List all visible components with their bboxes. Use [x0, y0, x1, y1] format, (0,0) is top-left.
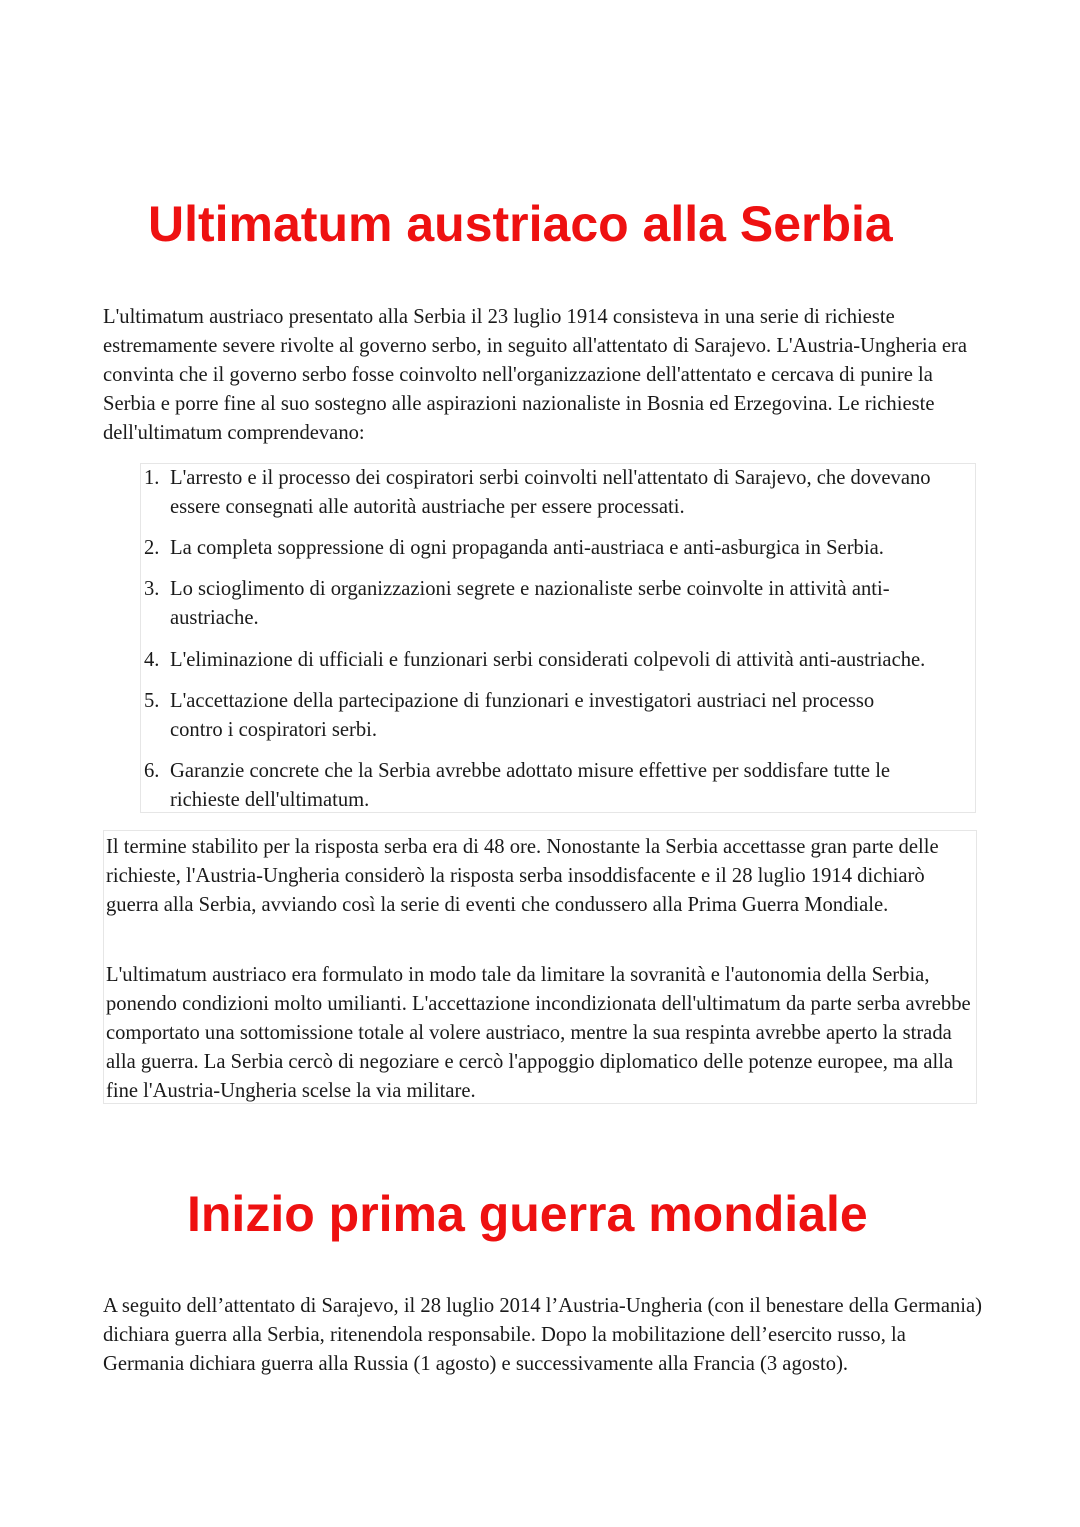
- list-item: [141, 575, 977, 633]
- list-item-number: 4.: [144, 649, 160, 671]
- list-item-text: L'accettazione della partecipazione di funzionari e investigatori austriaci nel processo contro i cospiratori serbi.: [170, 690, 875, 741]
- list-item-text: Lo scioglimento di organizzazioni segrete e nazionaliste serbe coinvolte in attività anti-austriache.: [170, 578, 890, 629]
- list-item-number: 2.: [144, 537, 160, 559]
- list-item-number: 1.: [144, 467, 160, 489]
- list-item-text: La completa soppressione di ogni propaganda anti-austriaca e anti-asburgica in Serbia.: [170, 537, 884, 559]
- demands-list-box: [140, 463, 976, 813]
- aftermath-paragraph-1: Il termine stabilito per la risposta serba era di 48 ore. Nonostante la Serbia accettasse gran parte delle richieste, l'Austria-Ungheria considerò la risposta serba insoddisfacente e il 28 luglio 1914 dichiarò guerra alla Serbia, avviando così la serie di eventi che condussero alla Prima Guerra Mondiale.: [106, 836, 939, 916]
- list-item: [141, 687, 977, 745]
- list-item-text: L'eliminazione di ufficiali e funzionari serbi considerati colpevoli di attività anti-austriache.: [170, 649, 926, 671]
- list-item: [141, 464, 977, 522]
- list-item-number: 3.: [144, 578, 160, 600]
- war-start-paragraph: A seguito dell’attentato di Sarajevo, il 28 luglio 2014 l’Austria-Ungheria (con il benestare della Germania) dichiara guerra alla Serbia, ritenendola responsabile. Dopo la mobilitazione dell’esercito russo, la Germania dichiara guerra alla Russia (1 agosto) e successivamente alla Francia (3 agosto).: [103, 1295, 982, 1375]
- section-title-ultimatum: Ultimatum austriaco alla Serbia: [148, 196, 893, 252]
- list-item-text: L'arresto e il processo dei cospiratori serbi coinvolti nell'attentato di Sarajevo, che dovevano essere consegnati alle autorità austriache per essere processati.: [170, 467, 931, 518]
- aftermath-box: [103, 830, 977, 1104]
- list-item-number: 6.: [144, 760, 160, 782]
- list-item: [141, 646, 977, 675]
- intro-paragraph: L'ultimatum austriaco presentato alla Serbia il 23 luglio 1914 consisteva in una serie di richieste estremamente severe rivolte al governo serbo, in seguito all'attentato di Sarajevo. L'Austria-Ungheria era convinta che il governo serbo fosse coinvolto nell'organizzazione dell'attentato e cercava di punire la Serbia e porre fine al suo sostegno alle aspirazioni nazionaliste in Bosnia ed Erzegovina. Le richieste dell'ultimatum comprendevano:: [103, 306, 968, 444]
- list-item: [141, 757, 977, 815]
- list-item-number: 5.: [144, 690, 160, 712]
- list-item: [141, 534, 977, 563]
- list-item-text: Garanzie concrete che la Serbia avrebbe adottato misure effettive per soddisfare tutte le richieste dell'ultimatum.: [170, 760, 891, 811]
- aftermath-paragraph-2: L'ultimatum austriaco era formulato in modo tale da limitare la sovranità e l'autonomia della Serbia, ponendo condizioni molto umilianti. L'accettazione incondizionata dell'ultimatum da parte serba avrebbe comportato una sottomissione totale al volere austriaco, mentre la sua respinta avrebbe aperto la strada alla guerra. La Serbia cercò di negoziare e cercò l'appoggio diplomatico delle potenze europee, ma alla fine l'Austria-Ungheria scelse la via militare.: [106, 964, 971, 1102]
- section-title-war-start: Inizio prima guerra mondiale: [187, 1186, 868, 1242]
